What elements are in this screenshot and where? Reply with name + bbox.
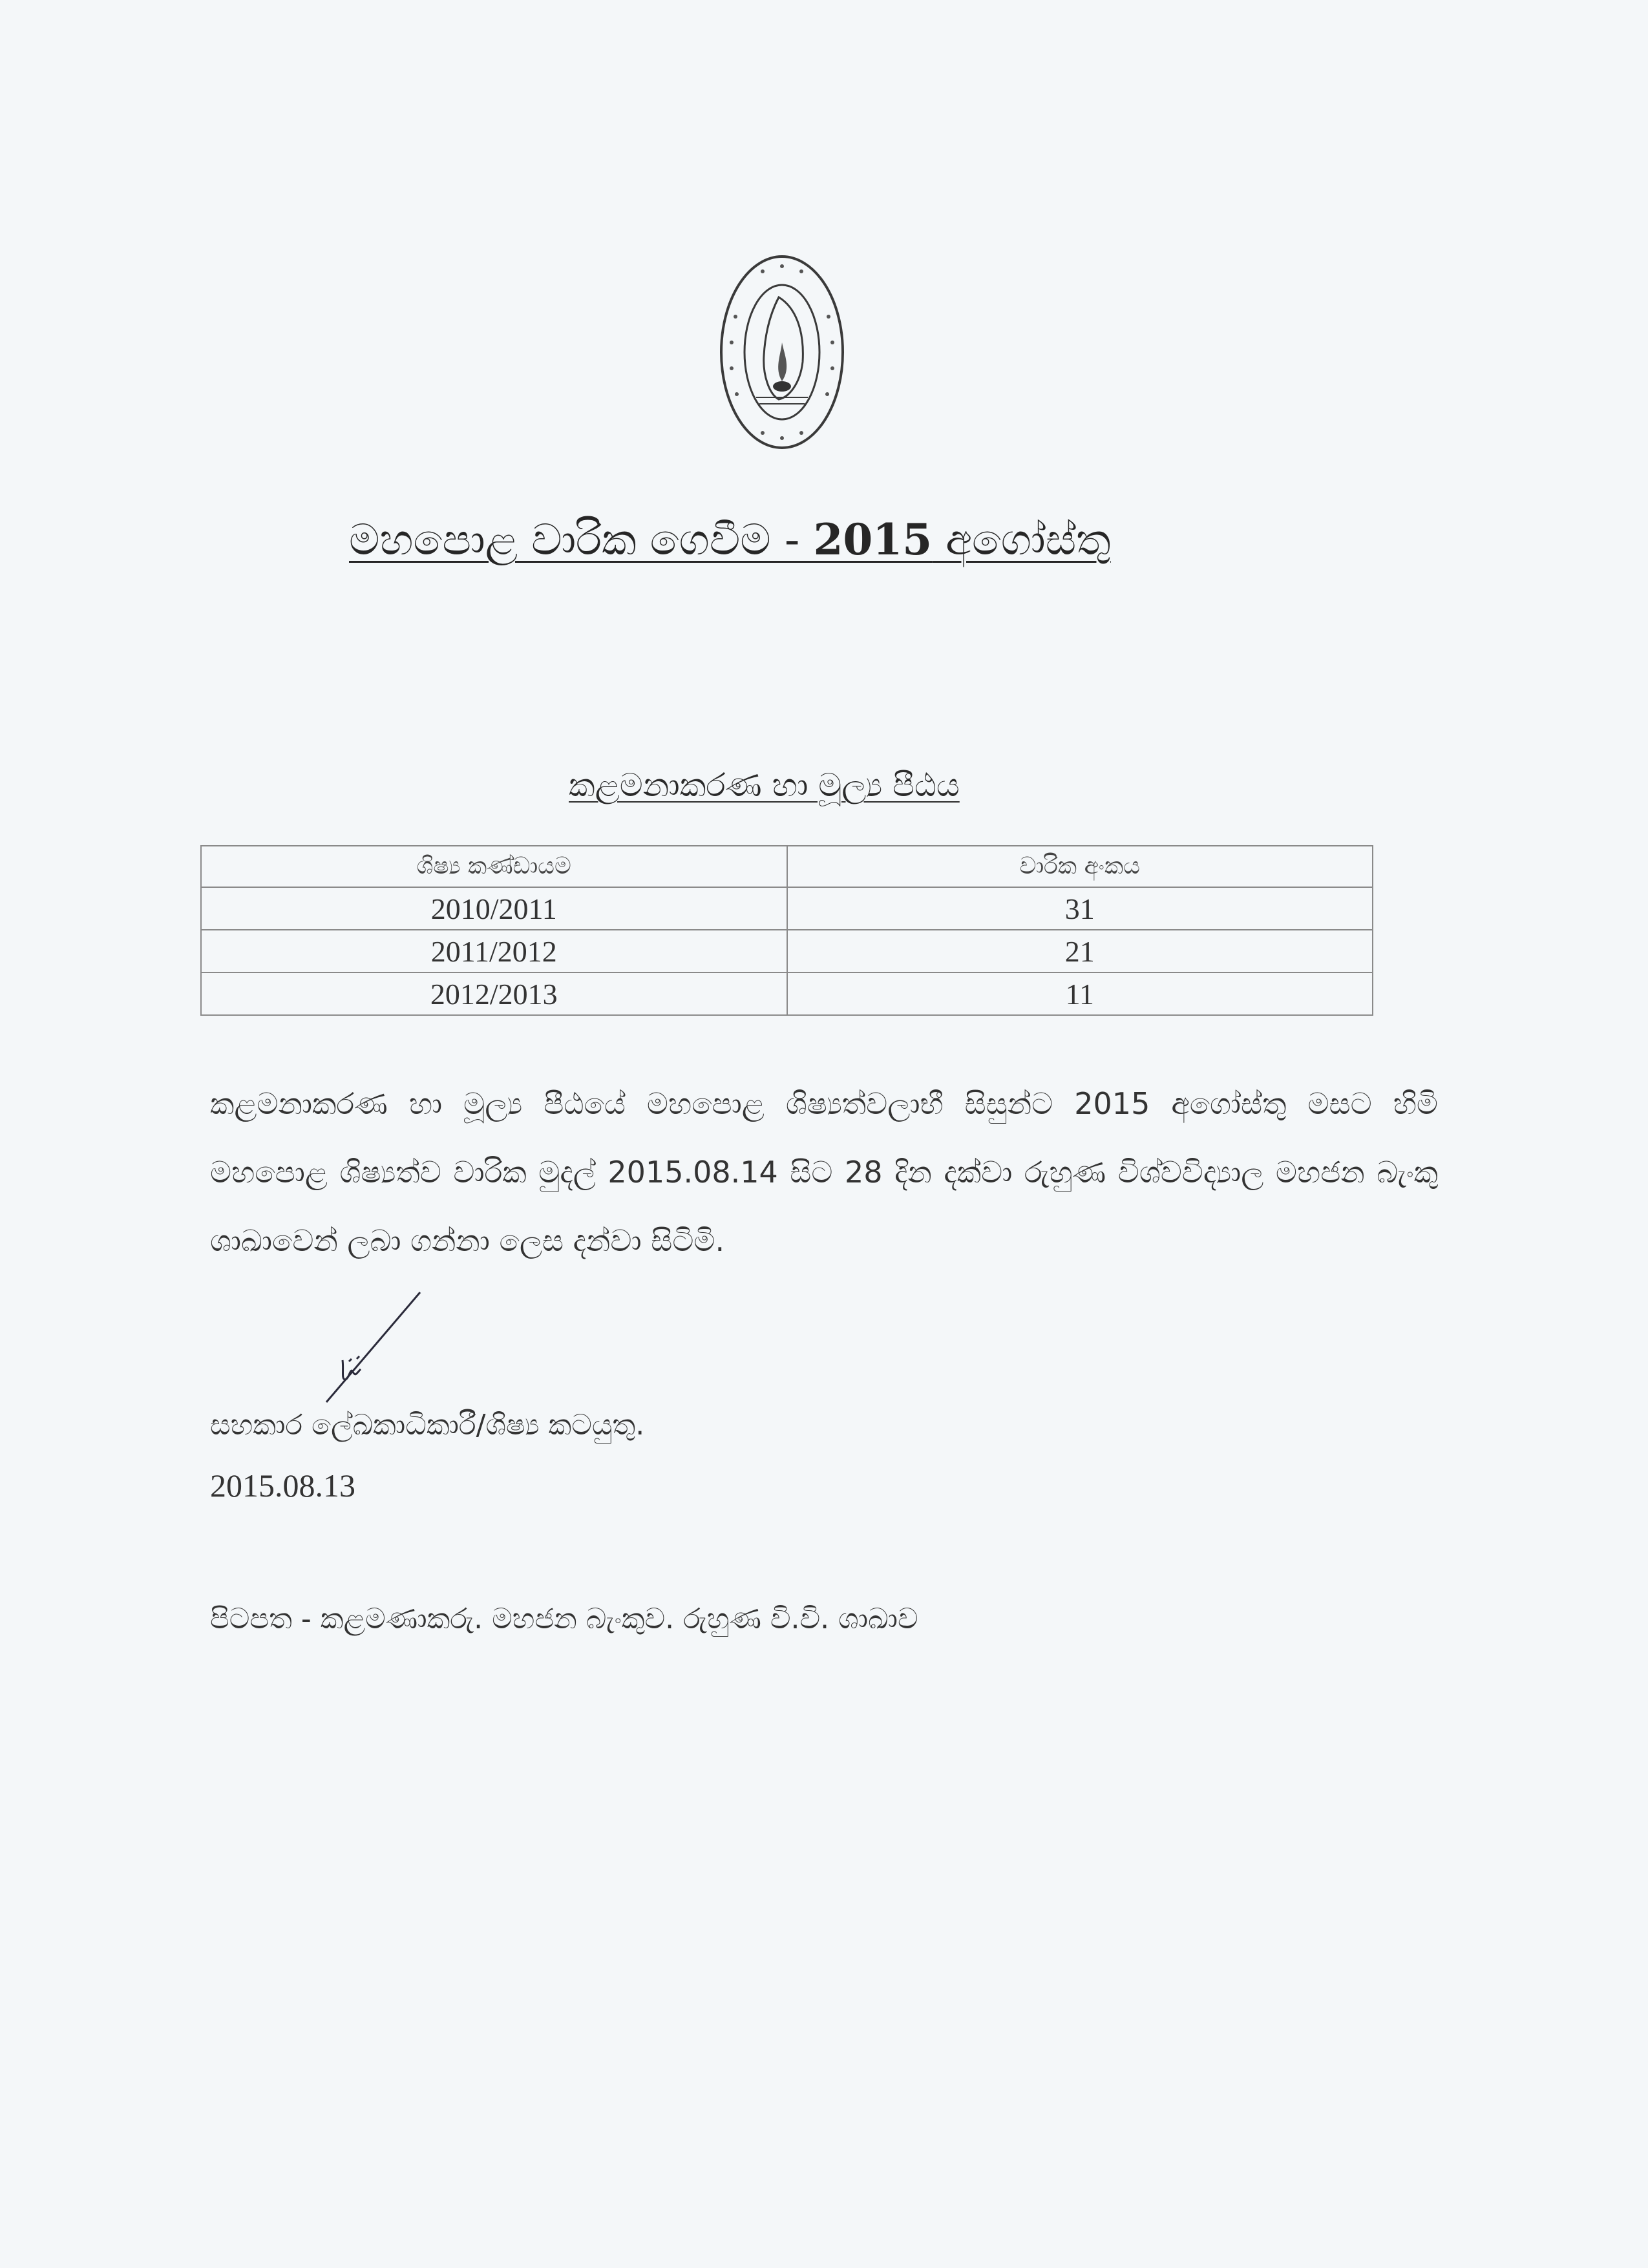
handwritten-signature [323, 1289, 433, 1405]
table-row [201, 887, 1373, 930]
installment-cell: 11 [787, 972, 1373, 1015]
title-year: 2015 [813, 514, 933, 565]
column-header-student-batch: ශිෂ්‍ය කණ්ඩායම [201, 846, 787, 887]
title-text: මහපොළ වාරික ගෙවීම - [349, 515, 814, 565]
batch-cell: 2010/2011 [201, 887, 787, 930]
copy-to-line: පිටපත - කළමණාකරු. මහජන බැංකුව. රුහුණ වි.වි. ශාඛාව [210, 1602, 918, 1635]
issue-date: 2015.08.13 [210, 1467, 355, 1504]
title-month: අගෝස්තු [932, 515, 1111, 565]
table-row [201, 930, 1373, 972]
installment-cell: 31 [787, 887, 1373, 930]
notice-paragraph: කළමනාකරණ හා මූල්‍ය පීඨයේ මහපොළ ශිෂ්‍යත්වලාභී සිසුන්ට 2015 අගෝස්තු මසට හිමි මහපොළ ශිෂ්‍යත්ව වාරික මුදල් 2015.08.14 සිට 28 දින දක්වා රුහුණ විශ්වවිද්‍යාල මහජන බැංකු ශාඛාවෙන් ලබා ගන්නා ලෙස දන්වා සිටිමි. [210, 1086, 1438, 1258]
page-title [349, 510, 1318, 569]
table-row [201, 972, 1373, 1015]
installment-cell: 21 [787, 930, 1373, 972]
table-header-row [201, 846, 1373, 887]
batch-cell: 2011/2012 [201, 930, 787, 972]
faculty-subtitle: කළමනාකරණ හා මූල්‍ය පීඨය [569, 766, 960, 804]
university-emblem-logo [717, 252, 847, 452]
installment-table [200, 845, 1373, 1016]
batch-cell: 2012/2013 [201, 972, 787, 1015]
signatory-designation: සහකාර ලේඛකාධිකාරී/ශිෂ්‍ය කටයුතු. [210, 1409, 645, 1442]
column-header-installment-number: වාරික අංකය [787, 846, 1373, 887]
